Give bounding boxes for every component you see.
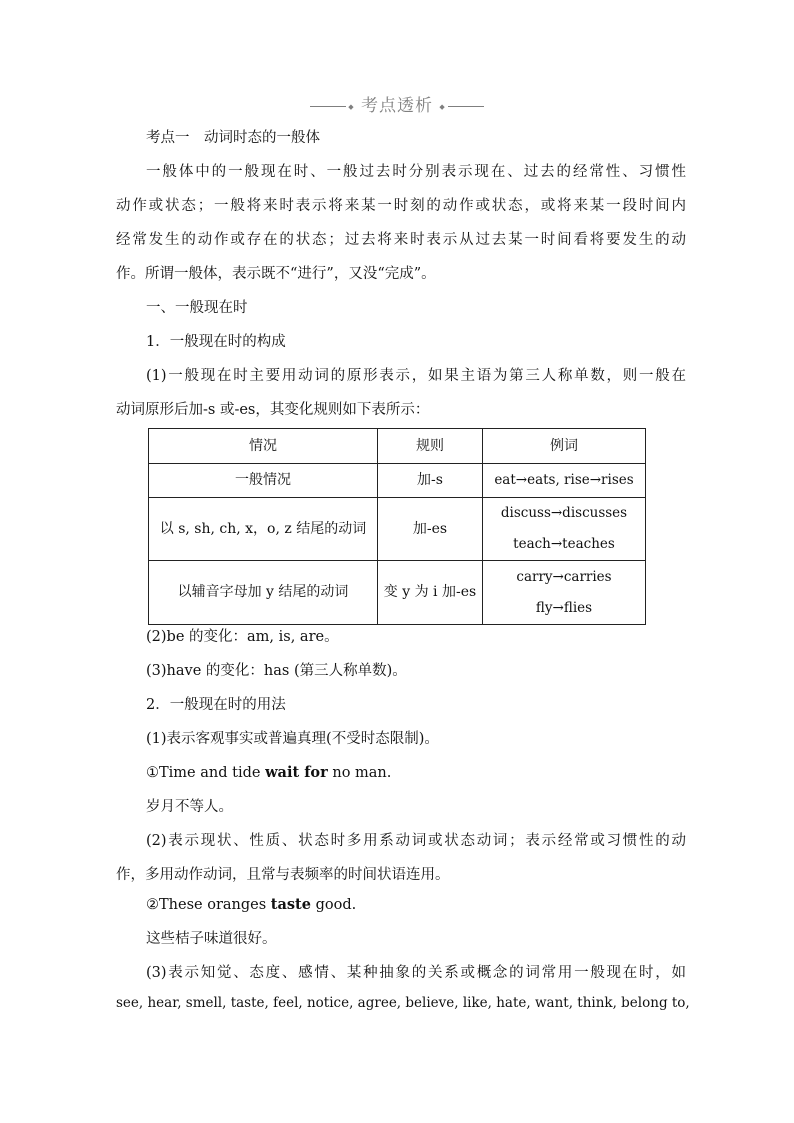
example-word: carry→carries [516, 568, 612, 585]
example-translation: 岁月不等人。 [146, 799, 233, 815]
diamond-icon: ◆ [348, 102, 355, 111]
topic-heading: 考点一 动词时态的一般体 [146, 130, 320, 146]
paragraph-line: 作，多用动作动词，且常与表频率的时间状语连用。 [116, 867, 450, 883]
paragraph-line: (2)表示现状、性质、状态时多用系动词或状态动词；表示经常或习惯性的动 [146, 833, 686, 849]
example-word: fly→flies [535, 599, 593, 616]
paragraph-line: (2)be 的变化：am, is, are。 [146, 629, 339, 645]
section-header [0, 95, 794, 118]
conjugation-rules-table [148, 428, 646, 625]
example-word: discuss→discusses [500, 505, 628, 521]
table-row [149, 464, 646, 498]
example-emphasis: taste [270, 896, 311, 913]
example-word: teach→teaches [513, 536, 615, 552]
example-text: good. [310, 897, 357, 913]
example-sentence [146, 895, 686, 915]
paragraph-line: (1)表示客观事实或普遍真理(不受时态限制)。 [146, 731, 439, 747]
paragraph-line: 动词原形后加-s 或-es，其变化规则如下表所示： [116, 402, 430, 418]
paragraph-line: (3)have 的变化：has (第三人称单数)。 [146, 663, 407, 679]
table-cell-example [483, 498, 646, 561]
example-sentence [146, 763, 686, 783]
paragraph-line: (1)一般现在时主要用动词的原形表示，如果主语为第三人称单数，则一般在 [146, 368, 686, 384]
paragraph-line: 经常发生的动作或存在的状态；过去将来时表示从过去某一时间看将要发生的动 [116, 232, 686, 248]
diamond-icon: ◆ [439, 102, 446, 111]
paragraph-line: 一般体中的一般现在时、一般过去时分别表示现在、过去的经常性、习惯性 [146, 164, 686, 180]
table-cell-rule: 加-es [378, 498, 483, 561]
table-cell-case: 以 s, sh, ch, x，o, z 结尾的动词 [149, 498, 378, 561]
example-text: ①Time and tide [146, 765, 266, 781]
header-title: 考点透析 [361, 96, 433, 116]
table-header-cell: 例词 [483, 429, 646, 464]
paragraph-line: (3)表示知觉、态度、感情、某种抽象的关系或概念的词常用一般现在时，如 [146, 965, 686, 981]
table-header-cell: 情况 [149, 429, 378, 464]
example-text: no man. [327, 765, 392, 781]
example-emphasis: wait for [265, 764, 328, 781]
table-cell-rule: 加-s [378, 464, 483, 498]
table-cell-example [483, 561, 646, 625]
table-row [149, 561, 646, 625]
table-header-row [149, 429, 646, 464]
header-rule-left [310, 106, 346, 107]
paragraph-line: 动作或状态；一般将来时表示将来某一时刻的动作或状态，或将来某一段时间内 [116, 198, 686, 214]
paragraph-line: see, hear, smell, taste, feel, notice, agree, believe, like, hate, want, think, belong to, [116, 995, 690, 1011]
table-cell-case: 一般情况 [149, 464, 378, 498]
example-translation: 这些桔子味道很好。 [146, 931, 277, 947]
paragraph-line: 作。所谓一般体，表示既不“进行”，又没“完成”。 [116, 266, 436, 282]
table-row [149, 498, 646, 561]
header-rule-right [448, 106, 484, 107]
table-header-cell: 规则 [378, 429, 483, 464]
table-cell-case: 以辅音字母加 y 结尾的动词 [149, 561, 378, 625]
subsection-heading: 一、一般现在时 [146, 300, 248, 316]
subsection-heading: 2．一般现在时的用法 [146, 697, 286, 713]
subsection-heading: 1．一般现在时的构成 [146, 334, 286, 350]
example-text: ②These oranges [146, 897, 271, 913]
table-cell-rule: 变 y 为 i 加-es [378, 561, 483, 625]
table-cell-example: eat→eats, rise→rises [483, 464, 646, 498]
